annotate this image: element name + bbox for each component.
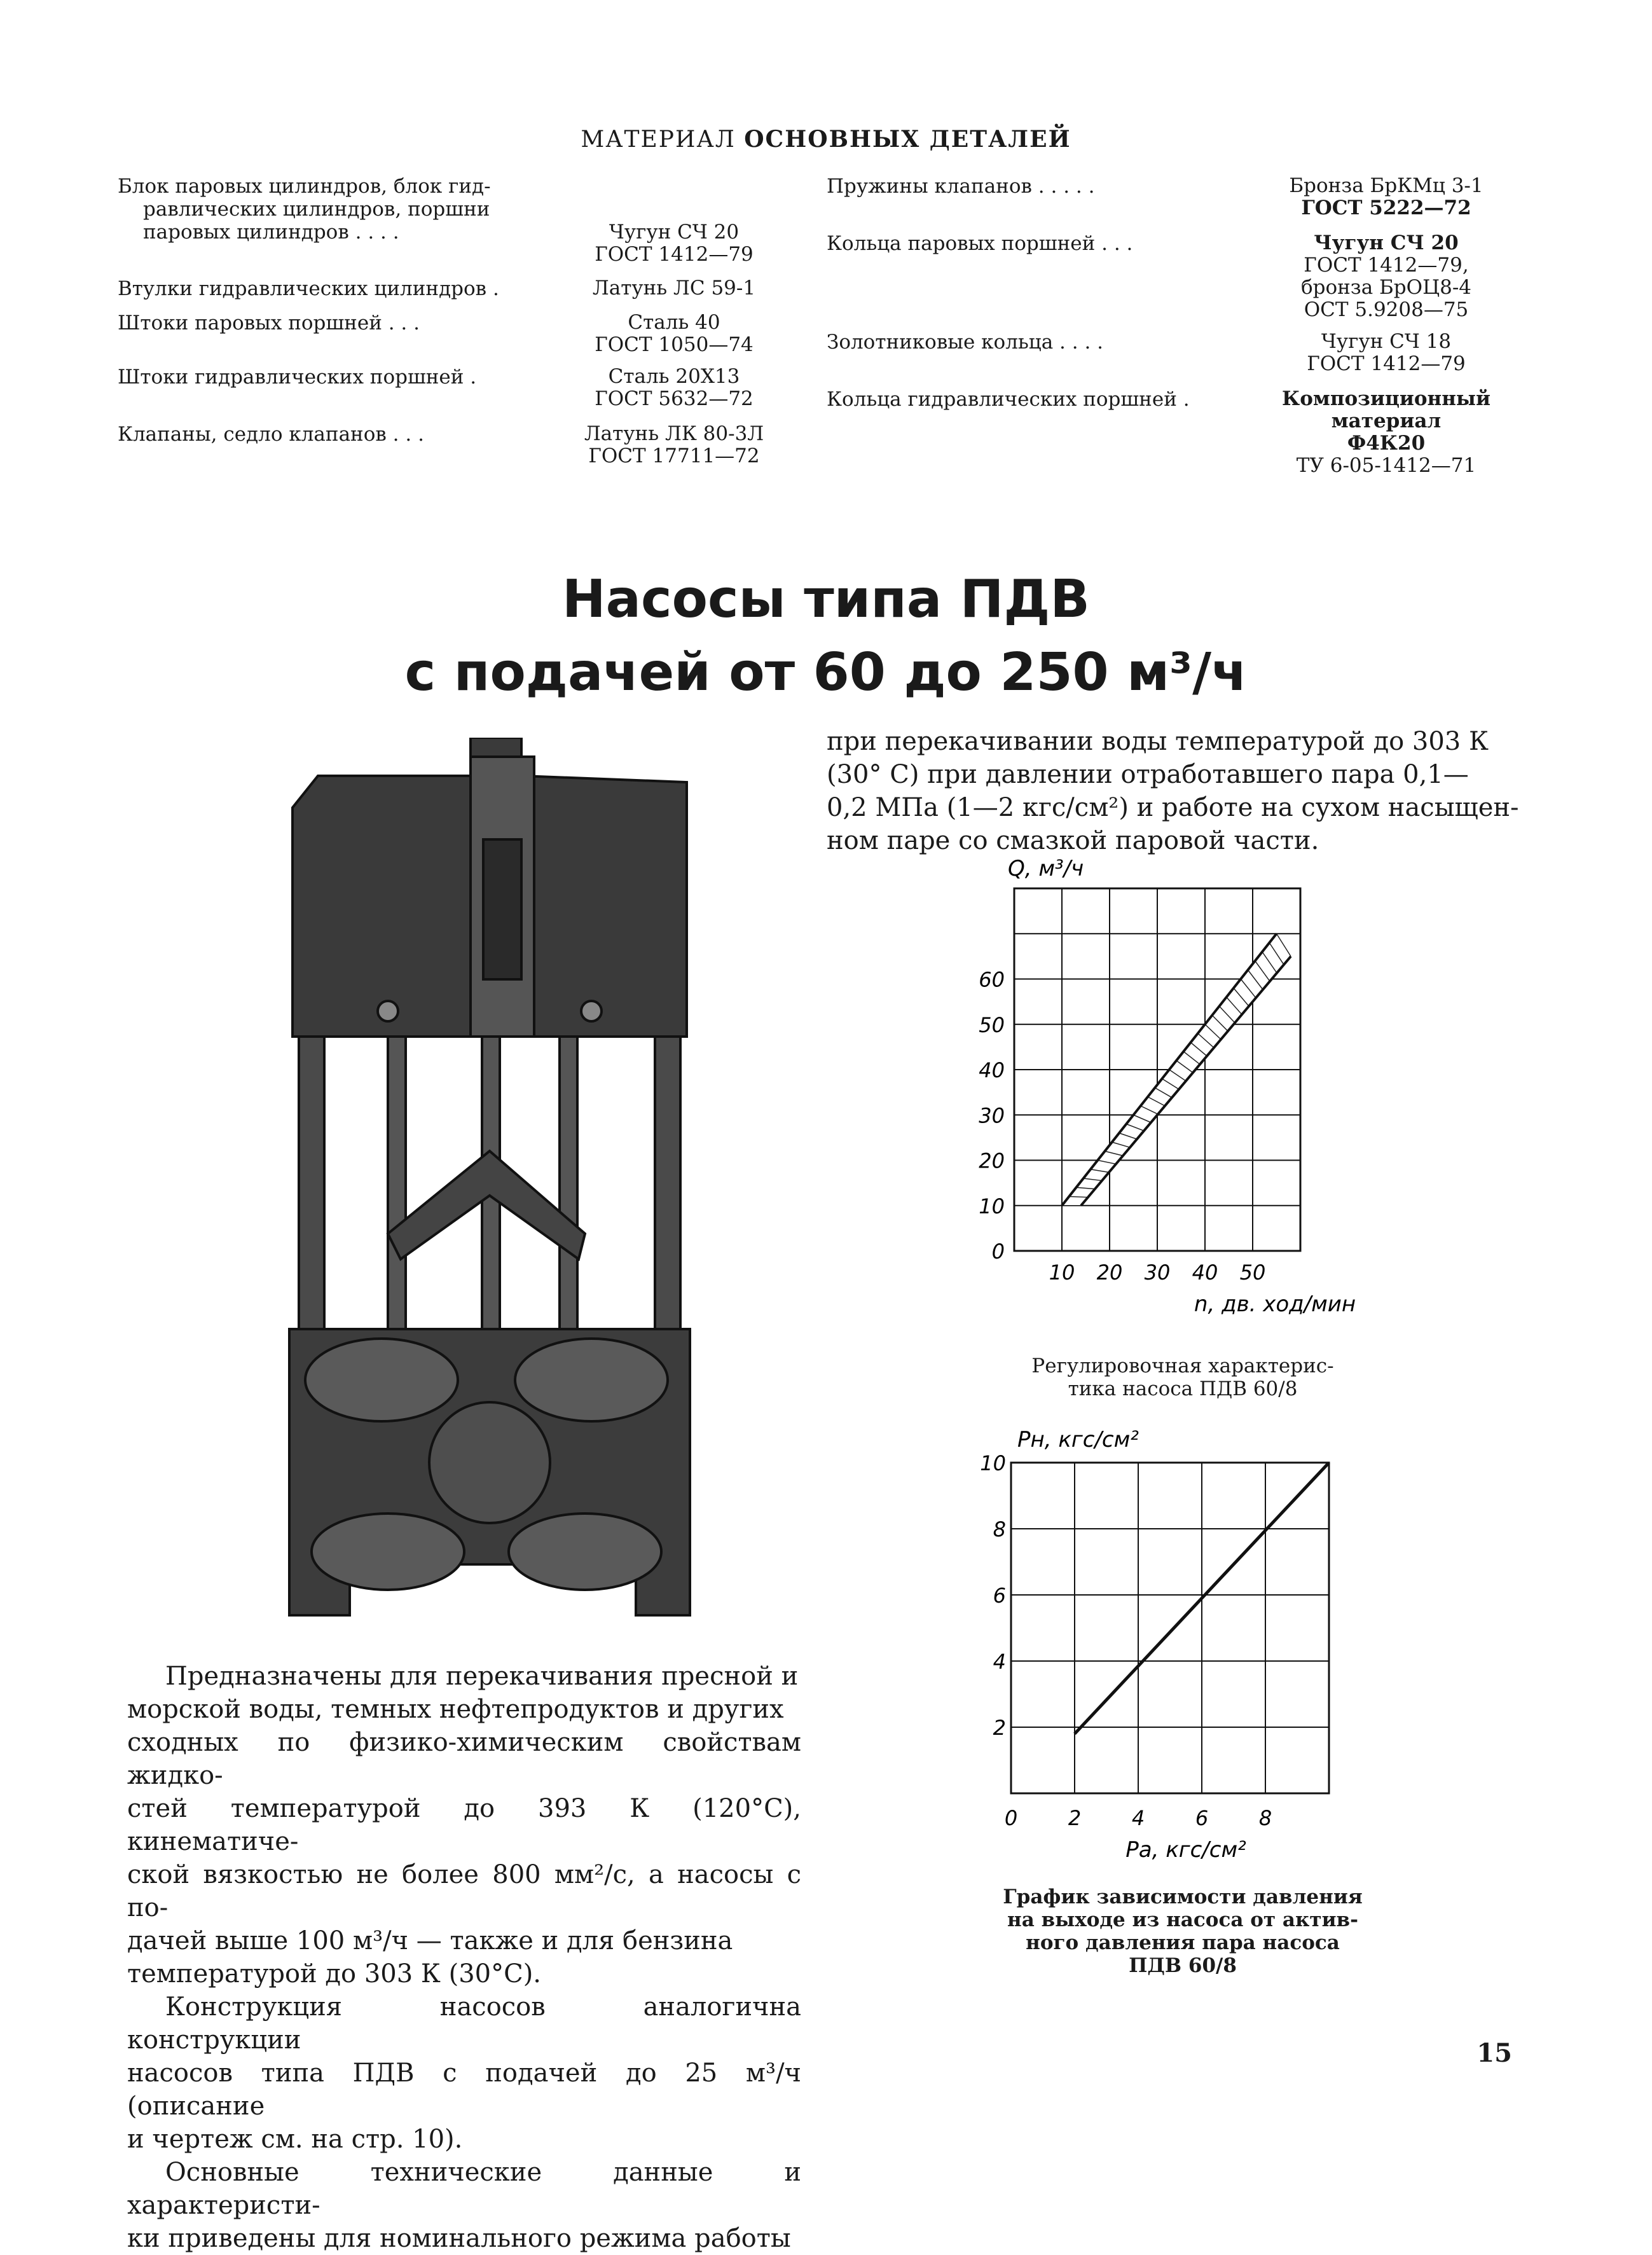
material-value: Чугун СЧ 20 ГОСТ 1412—79 bbox=[595, 221, 754, 266]
x-axis-label: n, дв. ход/мин bbox=[1194, 1292, 1356, 1317]
material-value: Композиционный материал Ф4К20 ТУ 6-05-1412—71 bbox=[1282, 387, 1490, 477]
series-line-lower bbox=[1081, 956, 1291, 1206]
page-title-line2: с подачей от 60 до 250 м³/ч bbox=[404, 642, 1248, 703]
y-tick-label: 50 bbox=[979, 1012, 1005, 1037]
y-tick-label: 4 bbox=[993, 1650, 1006, 1674]
x-tick-label: 30 bbox=[1144, 1260, 1171, 1285]
x-tick-label: 8 bbox=[1258, 1806, 1272, 1830]
y-tick-label: 6 bbox=[993, 1583, 1006, 1608]
material-name: Золотниковые кольца . . . . bbox=[827, 331, 1104, 354]
x-tick-label: 10 bbox=[1049, 1260, 1075, 1285]
intro-paragraph: при перекачивании воды температурой до 303 К (30° С) при давлении отработавшего пара 0,1— 0,2 МПа (1—2 кгс/см²) и работе на сухом насыщен- ном паре со смазкой паровой части. bbox=[827, 727, 1519, 855]
material-name: Клапаны, седло клапанов . . . bbox=[118, 423, 424, 446]
material-value: Бронза БрКМц 3-1 ГОСТ 5222—72 bbox=[1289, 174, 1483, 219]
chart1-caption: Регулировочная характерис- тика насоса ПДВ 60/8 bbox=[1031, 1355, 1334, 1400]
material-name: Пружины клапанов . . . . . bbox=[827, 175, 1095, 198]
y-tick-label: 40 bbox=[979, 1058, 1005, 1082]
material-value: Сталь 20Х13 ГОСТ 5632—72 bbox=[595, 365, 754, 410]
y-axis-label: Q, м³/ч bbox=[1008, 856, 1084, 881]
y-tick-label: 0 bbox=[991, 1239, 1005, 1264]
material-value: Сталь 40 ГОСТ 1050—74 bbox=[595, 311, 754, 356]
y-tick-label: 10 bbox=[979, 1194, 1005, 1218]
y-tick-label: 10 bbox=[980, 1451, 1006, 1475]
page-title-line1: Насосы типа ПДВ bbox=[562, 569, 1090, 630]
chart-pressure bbox=[973, 1415, 1367, 1873]
material-name: Кольца гидравлических поршней . bbox=[827, 388, 1190, 411]
chart2-caption: График зависимости давления на выходе из насоса от актив- ного давления пара насоса ПДВ 60/8 bbox=[1003, 1886, 1363, 1977]
material-value: Чугун СЧ 20 ГОСТ 1412—79, бронза БрОЦ8-4 ОСТ 5.9208—75 bbox=[1300, 231, 1472, 321]
material-name: Штоки гидравлических поршней . bbox=[118, 366, 477, 389]
material-name: Блок паровых цилиндров, блок гид- bbox=[118, 175, 491, 198]
x-tick-label: 40 bbox=[1192, 1260, 1218, 1285]
chart-regulation bbox=[967, 849, 1361, 1339]
body-text: Предназначены для перекачивания пресной и морской воды, темных нефтепродуктов и других сходных по физико-химическим свойствам жидко- стей температурой до 393 К (120°С), кинематиче- ской вязкостью не более 800 мм²/с, а насосы с по- дачей выше 100 м³/ч — также и для бензина температурой до 303 К (30°С). Конструкция насосов аналогична конструкции насосов типа ПДВ с подачей до 25 м³/ч (описание и чертеж см. на стр. 10). Основные технические данные и характеристи- ки приведены для номинального режима работы bbox=[127, 1662, 801, 2253]
y-tick-label: 60 bbox=[979, 967, 1005, 992]
material-name: паровых цилиндров . . . . bbox=[143, 221, 399, 244]
x-tick-label: 2 bbox=[1068, 1806, 1082, 1830]
y-tick-label: 2 bbox=[993, 1716, 1006, 1740]
y-tick-label: 20 bbox=[979, 1148, 1005, 1173]
material-value: Латунь ЛК 80-3Л ГОСТ 17711—72 bbox=[584, 422, 764, 467]
material-value: Чугун СЧ 18 ГОСТ 1412—79 bbox=[1307, 330, 1466, 375]
x-tick-label: 6 bbox=[1195, 1806, 1209, 1830]
x-tick-label: 50 bbox=[1239, 1260, 1266, 1285]
pump-illustration bbox=[280, 738, 712, 1622]
x-tick-label: 0 bbox=[1004, 1806, 1018, 1830]
material-name: Втулки гидравлических цилиндров . bbox=[118, 277, 499, 300]
x-axis-label: Pа, кгс/см² bbox=[1125, 1837, 1246, 1863]
material-value: Латунь ЛС 59-1 bbox=[592, 277, 756, 300]
material-name: равлических цилиндров, поршни bbox=[143, 198, 490, 221]
material-row bbox=[118, 175, 525, 244]
y-axis-label: Pн, кгс/см² bbox=[1017, 1427, 1139, 1452]
page-number: 15 bbox=[1476, 2038, 1512, 2068]
x-tick-label: 4 bbox=[1131, 1806, 1145, 1830]
y-tick-label: 30 bbox=[979, 1103, 1005, 1128]
materials-heading: МАТЕРИАЛ ОСНОВНЫХ ДЕТАЛЕЙ bbox=[581, 126, 1071, 153]
y-tick-label: 8 bbox=[993, 1517, 1006, 1541]
material-name: Кольца паровых поршней . . . bbox=[827, 232, 1133, 255]
material-name: Штоки паровых поршней . . . bbox=[118, 312, 420, 334]
x-tick-label: 20 bbox=[1096, 1260, 1123, 1285]
